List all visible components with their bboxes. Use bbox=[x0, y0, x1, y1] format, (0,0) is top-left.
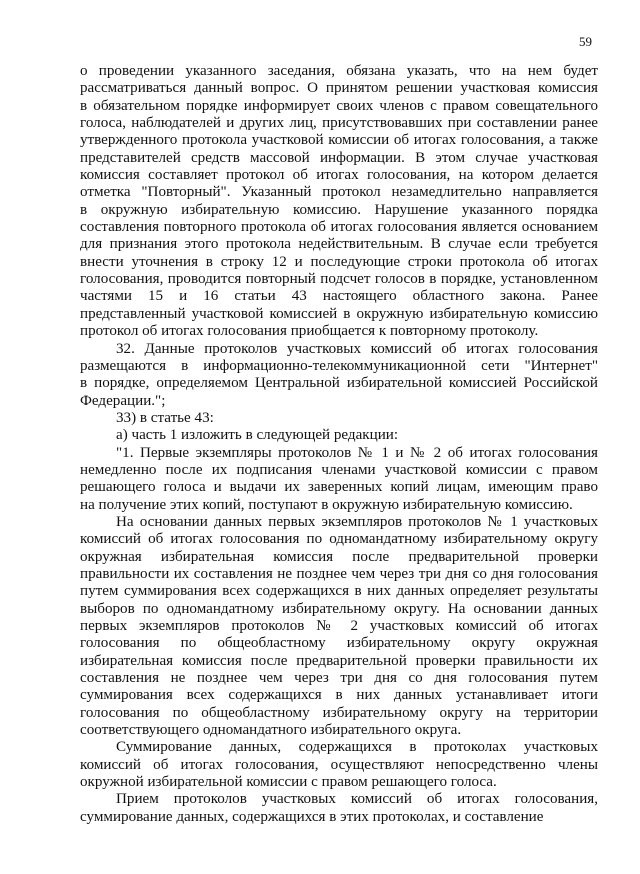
paragraph bbox=[80, 427, 598, 444]
text-line: голосования по общеобластному избирательному округу окружная bbox=[80, 635, 598, 652]
text-line: внести уточнения в строку 12 и последующие строки протокола об итогах bbox=[80, 253, 598, 270]
text-line: а) часть 1 изложить в следующей редакции: bbox=[116, 427, 399, 444]
text-line: голосования, проводится повторный подсчет голосов в порядке, установленном bbox=[80, 271, 598, 288]
text-line: протокол об итогах голосования приобщается к повторному протоколу. bbox=[80, 323, 539, 340]
text-line: Суммирование данных, содержащихся в протоколах участковых bbox=[116, 739, 598, 756]
text-line: в порядке, определяемом Центральной избирательной комиссией Российской bbox=[80, 375, 598, 392]
paragraph bbox=[80, 63, 598, 341]
text-line: отметка "Повторный". Указанный протокол незамедлительно направляется bbox=[80, 184, 598, 201]
text-line: первых экземпляров протоколов № 2 участковых комиссий об итогах bbox=[80, 618, 598, 634]
page-number: 59 bbox=[579, 34, 592, 49]
text-line: комиссий об итогах голосования по одномандатному избирательному округу bbox=[80, 531, 598, 548]
paragraph bbox=[80, 410, 598, 427]
text-line: составления не позднее чем через три дня со дня голосования путем bbox=[80, 670, 598, 687]
text-line: соответствующего одномандатного избирательного округа. bbox=[80, 722, 462, 739]
text-line: частями 15 и 16 статьи 43 настоящего областного закона. Ранее bbox=[80, 288, 598, 305]
text-line: представителей средств массовой информации. В этом случае участковая bbox=[80, 149, 598, 166]
text-line: суммирования всех содержащихся в них данных устанавливает итоги bbox=[80, 687, 598, 704]
text-line: утвержденного протокола участковой комиссии об итогах голосования, а также bbox=[80, 132, 598, 149]
text-line: окружная избирательная комиссия после предварительной проверки bbox=[80, 548, 598, 565]
text-line: выборов по одномандатному избирательному округу. На основании данных bbox=[80, 600, 598, 617]
text-line: размещаются в информационно-телекоммуникационной сети "Интернет" bbox=[80, 357, 598, 374]
text-line: правильности их составления не позднее чем через три дня со дня голосования bbox=[80, 565, 598, 582]
text-line: комиссия составляет протокол об итогах голосования, на котором делается bbox=[80, 167, 598, 184]
text-line: о проведении указанного заседания, обязана указать, что на нем будет bbox=[80, 63, 598, 79]
text-line: составления повторного протокола об итогах голосования является основанием bbox=[80, 219, 598, 236]
text-line: Прием протоколов участковых комиссий об итогах голосования, bbox=[116, 791, 598, 808]
paragraph bbox=[80, 341, 598, 410]
text-line: Федерации."; bbox=[80, 392, 166, 409]
text-line: путем суммирования всех содержащихся в них данных определяет результаты bbox=[80, 583, 598, 600]
text-line: на получение этих копий, поступают в окружную избирательную комиссию. bbox=[80, 496, 573, 513]
text-line: в окружную избирательную комиссию. Нарушение указанного порядка bbox=[80, 201, 598, 218]
document-body bbox=[80, 63, 598, 826]
text-line: для признания этого протокола недействительным. В случае если требуется bbox=[80, 236, 598, 253]
text-line: в обязательном порядке информирует своих членов с правом совещательного bbox=[80, 97, 598, 114]
text-line: немедленно после их подписания членами участковой комиссии с правом bbox=[80, 461, 598, 478]
text-line: 33) в статье 43: bbox=[116, 409, 214, 426]
text-line: представленный участковой комиссией в окружную избирательную комиссию bbox=[80, 305, 598, 322]
text-line: комиссий об итогах голосования, осуществляют непосредственно члены bbox=[80, 756, 598, 773]
text-line: На основании данных первых экземпляров протоколов № 1 участковых bbox=[116, 513, 598, 530]
paragraph bbox=[80, 791, 598, 826]
text-line: 32. Данные протоколов участковых комиссий об итогах голосования bbox=[116, 340, 598, 357]
paragraph bbox=[80, 514, 598, 739]
text-line: рассматриваться данный вопрос. О принятом решении участковая комиссия bbox=[80, 80, 598, 97]
paragraph bbox=[80, 445, 598, 514]
text-line: "1. Первые экземпляры протоколов № 1 и № 2 об итогах голосования bbox=[116, 444, 598, 461]
text-line: окружной избирательной комиссии с правом решающего голоса. bbox=[80, 774, 497, 791]
paragraph bbox=[80, 739, 598, 791]
text-line: голосования по общеобластному избирательному округу на территории bbox=[80, 704, 598, 721]
text-line: избирательная комиссия после предварительной проверки правильности их bbox=[80, 652, 598, 669]
text-line: суммирование данных, содержащихся в этих протоколах, и составление bbox=[80, 808, 544, 825]
text-line: голоса, наблюдателей и других лиц, присутствовавших при составлении ранее bbox=[80, 115, 598, 132]
text-line: решающего голоса и выдачи их заверенных копий лицам, имеющим право bbox=[80, 479, 598, 496]
